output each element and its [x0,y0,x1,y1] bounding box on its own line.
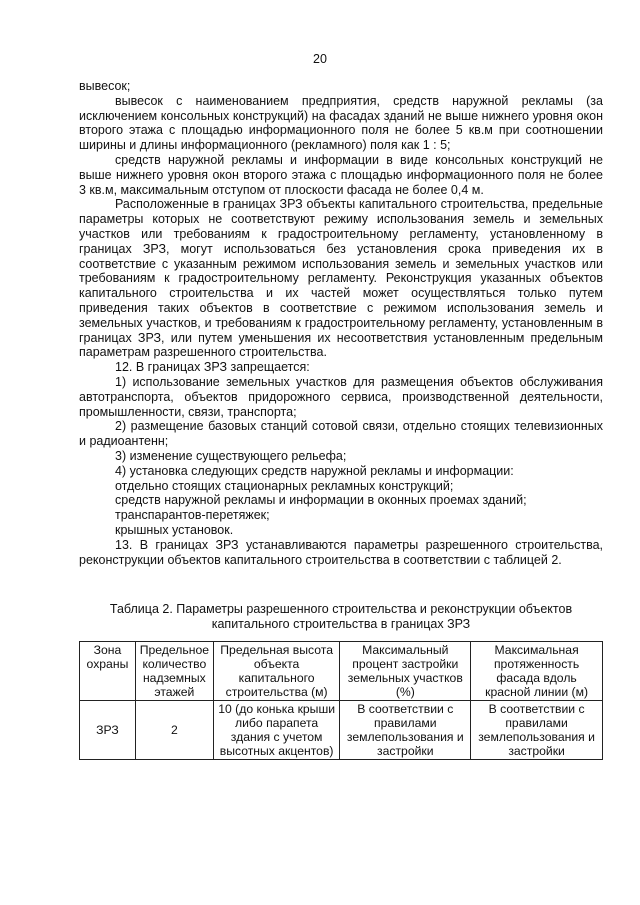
table-caption: Таблица 2. Параметры разрешенного строительства и реконструкции объектов капитального строительства в границах ЗРЗ [109,602,573,631]
paragraph: 3) изменение существующего рельефа; [115,448,347,463]
parameters-table [79,641,603,760]
table-header-cell: Максимальная протяженность фасада вдоль красной линии (м) [471,642,603,701]
paragraph: средств наружной рекламы и информации в виде консольных конструкций не выше нижнего уровня окон второго этажа с площадью информационного поля не более 3 кв.м, максимальным отступом от плоскости фасада не более 0,4 м. [79,152,603,197]
table-cell: В соответствии с правилами землепользования и застройки [471,701,603,760]
page-number: 20 [313,52,327,66]
paragraph: средств наружной рекламы и информации в оконных проемах зданий; [115,493,527,508]
paragraph: вывесок с наименованием предприятия, средств наружной рекламы (за исключением консольных конструкций) на фасадах зданий не выше нижнего уровня окон второго этажа с площадью информационного поля не более 5 кв.м при соотношении ширины и длины информационного (рекламного) поля как 1 : 5; [79,93,603,153]
table-header-cell: Предельная высота объекта капитального строительства (м) [213,642,340,701]
paragraph: вывесок; [79,79,131,93]
paragraph: 13. В границах ЗРЗ устанавливаются параметры разрешенного строительства, реконструкции объектов капитального строительства в соответствии с таблицей 2. [79,537,603,567]
table-header-cell: Максимальный процент застройки земельных участков (%) [340,642,471,701]
paragraph: отдельно стоящих стационарных рекламных конструкций; [115,478,454,493]
paragraph: 4) установка следующих средств наружной рекламы и информации: [115,463,514,478]
document-body [79,79,603,567]
table-header-row [80,642,603,701]
table-cell: 2 [135,701,213,760]
paragraph: 12. В границах ЗРЗ запрещается: [115,360,310,375]
table-cell: В соответствии с правилами землепользования и застройки [340,701,471,760]
paragraph: крышных установок. [115,522,234,537]
paragraph: 2) размещение базовых станций сотовой связи, отдельно стоящих телевизионных и радиоантенн; [79,419,603,449]
table-header-cell: Зона охраны [80,642,136,701]
paragraph: транспарантов-перетяжек; [115,508,270,523]
table-header-cell: Предельное количество надземных этажей [135,642,213,701]
paragraph: Расположенные в границах ЗРЗ объекты капитального строительства, предельные параметры которых не соответствуют режиму использования земель и земельных участков или требованиям к градостроительному регламенту, установленному в границах ЗРЗ, могут использоваться без установления срока приведения их в соответствие с указанным режимом использования земель и земельных участков или требованиям к градостроительному регламенту. Реконструкция указанных объектов капитального строительства и их частей может осуществляться только путем приведения таких объектов в соответствие с режимом использования земель и земельных участков, и требованиям к градостроительному регламенту, установленным в границах ЗРЗ, или путем уменьшения их несоответствия установленным предельным параметрам разрешенного строительства. [79,197,603,360]
paragraph: 1) использование земельных участков для размещения объектов обслуживания автотранспорта, объектов придорожного сервиса, производственной деятельности, промышленности, связи, транспорта; [79,374,603,419]
table-row [80,701,603,760]
table-cell: ЗРЗ [80,701,136,760]
table-cell: 10 (до конька крыши либо парапета здания с учетом высотных акцентов) [213,701,340,760]
